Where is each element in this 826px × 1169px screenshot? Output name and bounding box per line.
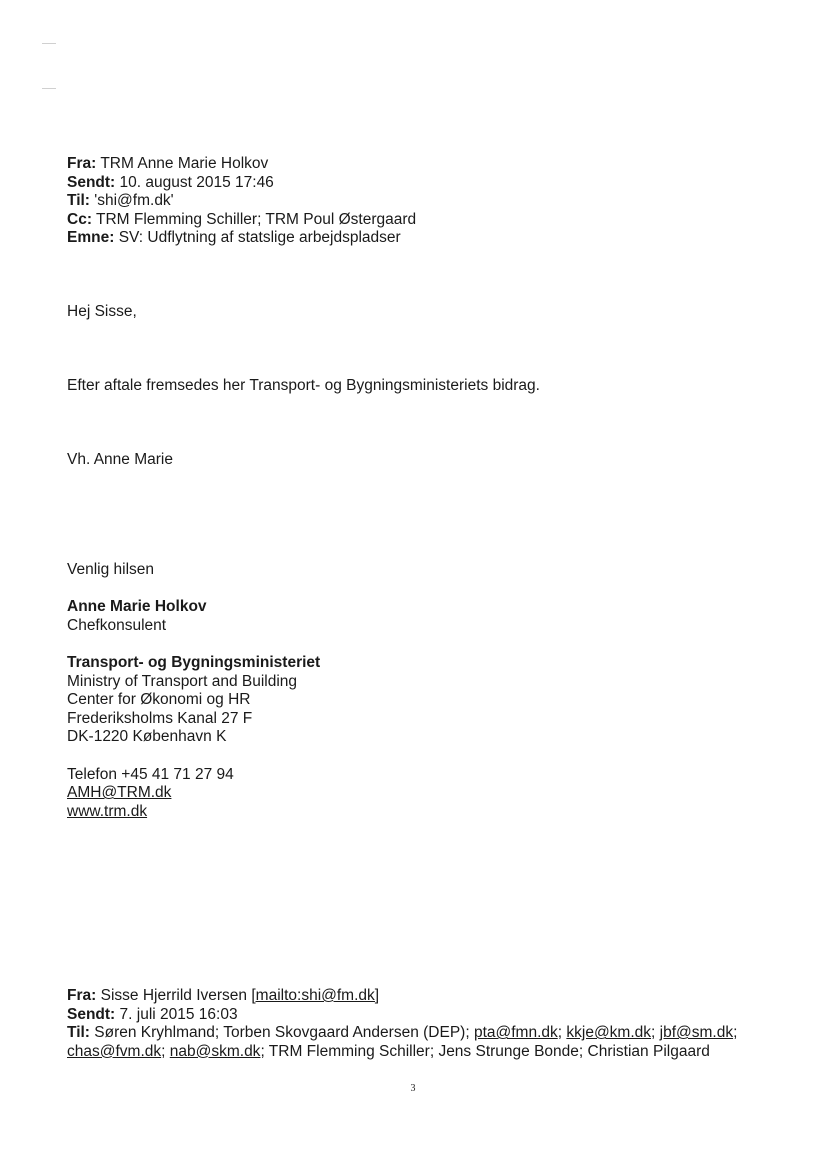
email-header-original [67,987,737,1061]
header-cc-row: Cc: TRM Flemming Schiller; TRM Poul Østergaard [67,210,417,228]
scan-mark [42,88,56,89]
signoff: Vh. Anne Marie [67,451,173,468]
subject-value: SV: Udflytning af statslige arbejdspladser [118,229,401,247]
header-subject-row: Emne: SV: Udflytning af statslige arbejdspladser [67,229,401,247]
jbf-link[interactable]: jbf@sm.dk [659,1024,734,1042]
closing: Venlig hilsen [67,561,155,578]
signature-org: Transport- og Bygningsministeriet [67,653,321,671]
from-value: TRM Anne Marie Holkov [100,155,269,172]
pta-link[interactable]: pta@fmn.dk [473,1024,558,1042]
from-name: Sisse Hjerrild Iversen [100,987,248,1004]
signature-name: Anne Marie Holkov [67,598,207,616]
message-text: Efter aftale fremsedes her Transport- og Bygningsministeriets bidrag. [67,377,540,394]
signature-title: Chefkonsulent [67,616,167,634]
kkje-link[interactable]: kkje@km.dk [566,1024,652,1042]
website-link[interactable]: www.trm.dk [67,802,148,820]
greeting: Hej Sisse, [67,303,137,320]
to-value: 'shi@fm.dk' [94,192,174,210]
page-number: 3 [410,1083,416,1094]
header-from-row: Fra: TRM Anne Marie Holkov [67,155,269,172]
recipients-cont: TRM Flemming Schiller; Jens Strunge Bonde; Christian Pilgaard [268,1042,710,1060]
header2-sent-row: Sendt: 7. juli 2015 16:03 [67,1005,238,1023]
header2-to-row-cont: chas@fvm.dk; nab@skm.dk; TRM Flemming Schiller; Jens Strunge Bonde; Christian Pilgaard [67,1042,710,1060]
scan-mark [42,43,56,44]
email-link[interactable]: AMH@TRM.dk [67,784,172,802]
header-sent-row: Sendt: 10. august 2015 17:46 [67,173,274,191]
header-to-row: Til: 'shi@fm.dk' [67,192,174,210]
nab-link[interactable]: nab@skm.dk [169,1042,261,1060]
signature [67,561,320,821]
cc-value: TRM Flemming Schiller; TRM Poul Østergaard [96,210,417,228]
signature-city: DK-1220 København K [67,728,227,746]
signature-dept: Center for Økonomi og HR [67,691,251,709]
sent-value: 7. juli 2015 16:03 [119,1005,238,1023]
recipients: Søren Kryhlmand; Torben Skovgaard Andersen (DEP); [94,1024,470,1042]
email-header-reply [67,155,416,248]
signature-phone: Telefon +45 41 71 27 94 [67,765,234,783]
mailto-link[interactable]: [mailto:shi@fm.dk] [251,987,380,1004]
header2-from-row: Fra: Sisse Hjerrild Iversen [mailto:shi@fm.dk] [67,987,380,1004]
signature-org-en: Ministry of Transport and Building [67,672,298,690]
sent-value: 10. august 2015 17:46 [119,173,274,191]
header2-to-row: Til: Søren Kryhlmand; Torben Skovgaard Andersen (DEP); pta@fmn.dk; kkje@km.dk; jbf@sm.dk; [67,1024,738,1042]
chas-link[interactable]: chas@fvm.dk [67,1042,162,1060]
signature-street: Frederiksholms Kanal 27 F [67,709,253,727]
